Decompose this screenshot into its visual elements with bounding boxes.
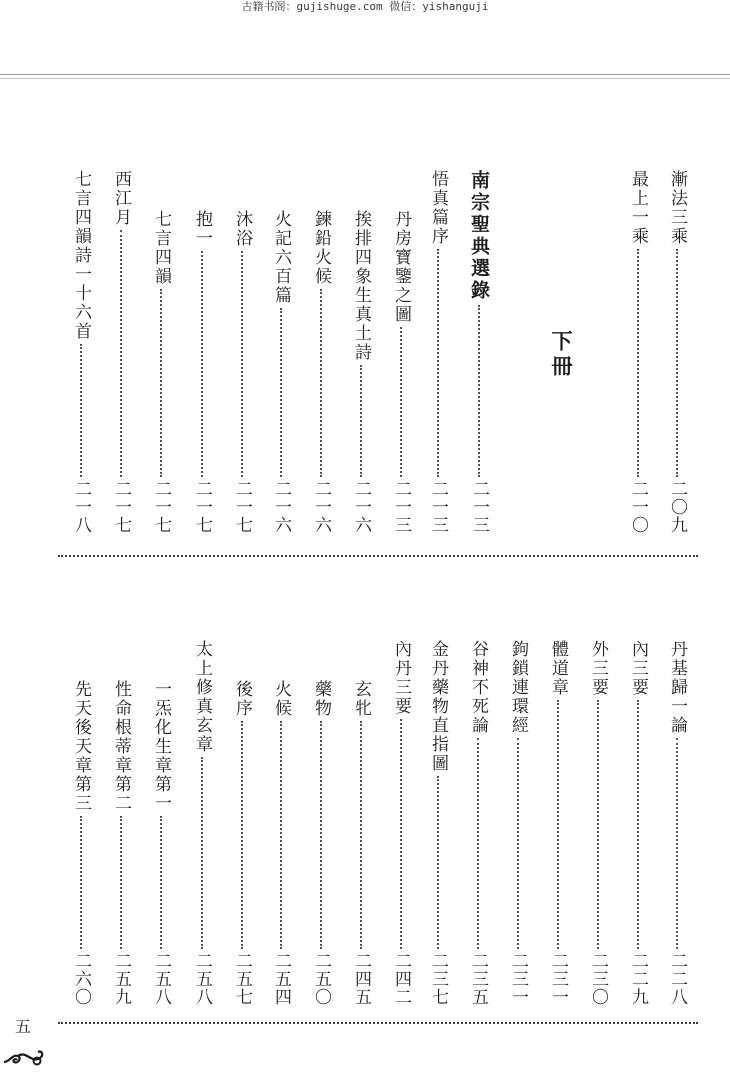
dot-leader	[637, 249, 639, 477]
toc-entry	[70, 170, 92, 534]
dot-leader	[280, 308, 282, 477]
entry-page: 二一三	[391, 480, 411, 534]
toc-entry	[427, 170, 449, 534]
dot-leader	[676, 249, 678, 477]
entry-title: 悟真篇序	[428, 170, 448, 246]
toc-entry	[587, 640, 609, 1006]
dot-leader	[437, 249, 439, 477]
toc-entry	[310, 210, 332, 534]
toc-entry	[110, 680, 132, 1006]
dot-leader	[120, 816, 122, 949]
dot-leader	[80, 816, 82, 949]
dot-leader	[320, 721, 322, 949]
entry-title: 沐浴	[232, 210, 252, 248]
entry-title: 最上一乘	[628, 170, 648, 246]
top-rule	[0, 74, 730, 75]
toc-entry	[467, 640, 489, 1006]
dot-leader	[201, 251, 203, 477]
toc-entry	[231, 680, 253, 1006]
entry-title: 七言四韻詩一十六首	[71, 170, 91, 341]
entry-title: 鉤鎖連環經	[508, 640, 528, 735]
entry-title: 後序	[232, 680, 252, 718]
entry-page: 二一八	[71, 480, 91, 534]
entry-page: 二一三	[469, 480, 489, 534]
dot-leader	[80, 344, 82, 477]
section-heading: 下冊	[549, 330, 574, 380]
dot-leader	[120, 230, 122, 477]
dot-leader	[201, 757, 203, 949]
entry-title: 先天後天章第三	[71, 680, 91, 813]
entry-title: 七言四韻	[151, 210, 171, 286]
entry-page: 二〇九	[667, 480, 687, 534]
toc-entry	[150, 210, 172, 534]
dot-leader	[400, 327, 402, 477]
dot-leader	[280, 721, 282, 949]
entry-title: 藥物	[311, 680, 331, 718]
entry-page: 二三五	[468, 952, 488, 1006]
toc-entry	[110, 170, 132, 534]
toc-entry	[666, 170, 688, 534]
entry-page: 二一七	[232, 480, 252, 534]
dot-leader	[676, 738, 678, 949]
entry-title: 金丹藥物直指圖	[428, 640, 448, 773]
entry-page: 二五八	[192, 952, 212, 1006]
toc-entry	[191, 640, 213, 1006]
dot-leader	[517, 738, 519, 949]
dot-leader	[320, 289, 322, 477]
dot-leader	[160, 289, 162, 477]
entry-title: 丹基歸一論	[667, 640, 687, 735]
entry-page: 二一〇	[628, 480, 648, 534]
entry-page: 二一六	[271, 480, 291, 534]
toc-entry	[150, 680, 172, 1006]
toc-entry	[350, 210, 372, 534]
dot-leader	[360, 365, 362, 477]
entry-title: 性命根蒂章第二	[111, 680, 131, 813]
entry-page: 二三〇	[588, 952, 608, 1006]
cloud-ornament-icon	[2, 1040, 46, 1070]
dot-leader	[400, 719, 402, 949]
entry-title: 內丹三要	[391, 640, 411, 716]
entry-page: 二一三	[428, 480, 448, 534]
entry-title: 挨排四象生真土詩	[351, 210, 371, 362]
entry-title: 火候	[271, 680, 291, 718]
entry-title: 谷神不死論	[468, 640, 488, 735]
top-rule-secondary	[0, 78, 730, 79]
toc-entry	[547, 640, 569, 1006]
section-divider	[58, 1022, 698, 1024]
watermark-text: 古籍书阁：gujishuge.com 微信：yishanguji	[241, 0, 489, 13]
entry-title: 外三要	[588, 640, 608, 697]
toc-entry	[231, 210, 253, 534]
toc-entry	[310, 680, 332, 1006]
dot-leader	[241, 251, 243, 477]
page-number: 五	[15, 1017, 32, 1036]
toc-entry	[70, 680, 92, 1006]
toc-entry	[666, 640, 688, 1006]
toc-entry	[270, 680, 292, 1006]
dot-leader	[160, 816, 162, 949]
toc-entry	[390, 210, 412, 534]
entry-page: 二三一	[508, 952, 528, 1006]
entry-page: 二三七	[428, 952, 448, 1006]
entry-page: 二一七	[151, 480, 171, 534]
dot-leader	[597, 700, 599, 949]
entry-title: 南宗聖典選錄	[468, 170, 490, 302]
toc-entry	[191, 210, 213, 534]
toc-entry	[627, 640, 649, 1006]
toc-entry	[627, 170, 649, 534]
entry-title: 抱一	[192, 210, 212, 248]
toc-entry	[507, 640, 529, 1006]
entry-page: 二五七	[232, 952, 252, 1006]
entry-page: 二六〇	[71, 952, 91, 1006]
entry-title: 體道章	[548, 640, 568, 697]
entry-page: 二二八	[667, 952, 687, 1006]
dot-leader	[241, 721, 243, 949]
entry-page: 二二九	[628, 952, 648, 1006]
dot-leader	[360, 721, 362, 949]
entry-title: 內三要	[628, 640, 648, 697]
entry-title: 丹房寶鑒之圖	[391, 210, 411, 324]
entry-page: 二四二	[391, 952, 411, 1006]
dot-leader	[557, 700, 559, 949]
entry-title: 太上修真玄章	[192, 640, 212, 754]
entry-page: 二四五	[351, 952, 371, 1006]
entry-title: 漸法三乘	[667, 170, 687, 246]
entry-page: 二一七	[192, 480, 212, 534]
dot-leader	[477, 738, 479, 949]
entry-title: 西江月	[111, 170, 131, 227]
toc-entry	[270, 210, 292, 534]
entry-title: 鍊鉛火候	[311, 210, 331, 286]
toc-entry	[350, 680, 372, 1006]
dot-leader	[437, 776, 439, 949]
entry-title: 火記六百篇	[271, 210, 291, 305]
entry-page: 二一六	[351, 480, 371, 534]
section-divider	[58, 555, 698, 557]
entry-page: 二五〇	[311, 952, 331, 1006]
entry-page: 二五九	[111, 952, 131, 1006]
toc-entry	[390, 640, 412, 1006]
entry-title: 一炁化生章第一	[151, 680, 171, 813]
toc-entry	[467, 170, 491, 534]
entry-page: 二一六	[311, 480, 331, 534]
entry-page: 二五八	[151, 952, 171, 1006]
entry-page: 二一七	[111, 480, 131, 534]
entry-title: 玄牝	[351, 680, 371, 718]
toc-entry	[427, 640, 449, 1006]
dot-leader	[478, 305, 480, 477]
entry-page: 二五四	[271, 952, 291, 1006]
dot-leader	[637, 700, 639, 949]
entry-page: 二三一	[548, 952, 568, 1006]
